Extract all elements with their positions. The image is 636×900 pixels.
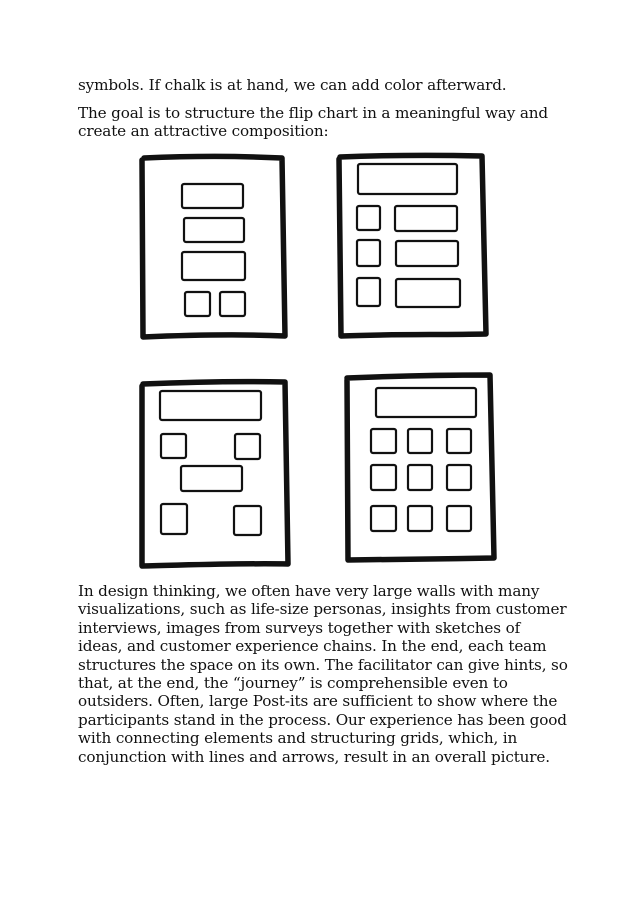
flipchart-sketch-2 <box>339 155 486 336</box>
flipchart-layouts-figure <box>130 148 510 578</box>
paragraph-intro-tail: symbols. If chalk is at hand, we can add color afterward. <box>78 76 507 94</box>
paragraph-design-thinking: In design thinking, we often have very large walls with many visualizations, such as life-size personas, insights from customer interviews, images from surveys together with sketches of ideas, and customer experience chains. In the end, each team structures the space on its own. The facilitator can give hints, so that, at the end, the “journey” is comprehensible even to outsiders. Often, large Post-its are sufficient to show where the participants stand in the process. Our experience has been good with connecting elements and structuring grids, which, in conjunction with lines and arrows, result in an overall picture. <box>78 582 568 766</box>
flipchart-sketch-4 <box>347 375 494 560</box>
flipchart-sketch-1 <box>142 157 285 338</box>
paragraph-goal: The goal is to structure the flip chart in a meaningful way and create an attractive composition: <box>78 104 549 141</box>
flipchart-sketch-3 <box>142 382 288 566</box>
